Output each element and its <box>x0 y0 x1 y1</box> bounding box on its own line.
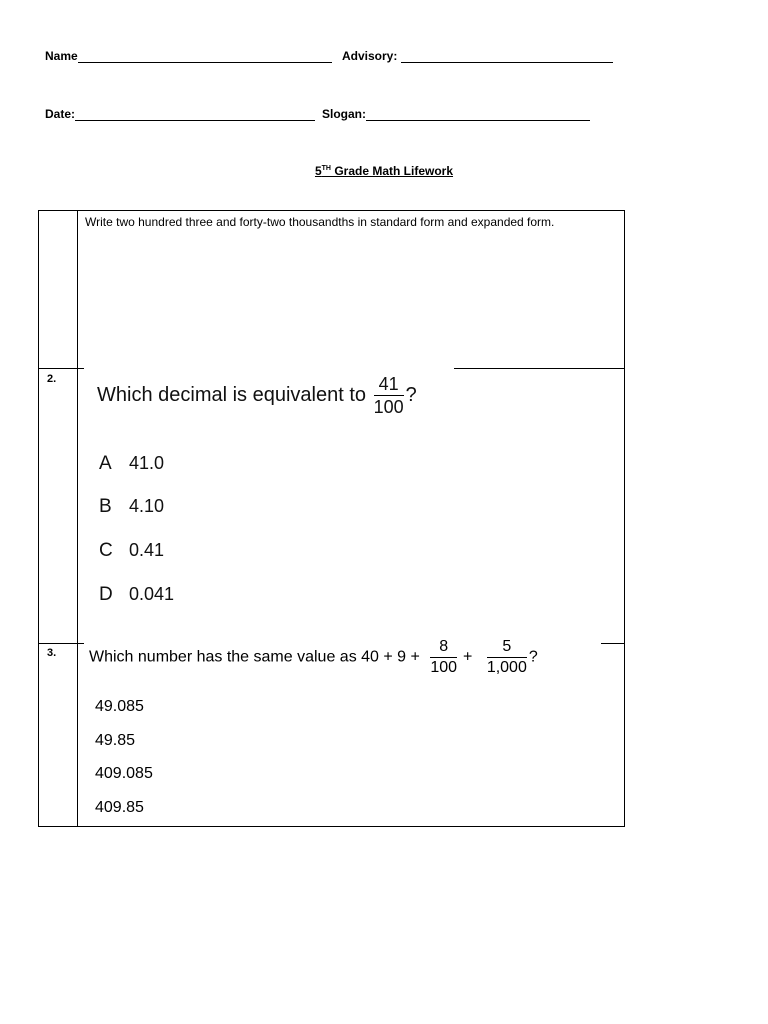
advisory-label: Advisory: <box>342 49 398 63</box>
row-divider-2-right <box>601 643 625 644</box>
date-field <box>45 107 315 121</box>
question-1-text: Write two hundred three and forty-two thousandths in standard form and expanded form. <box>85 215 555 229</box>
choice-d[interactable]: D 0.041 <box>99 584 175 605</box>
page-title: 5TH Grade Math Lifework <box>314 164 454 178</box>
question-3-number: 3. <box>47 647 57 659</box>
option-4[interactable]: 409.85 <box>95 799 144 816</box>
option-3[interactable]: 409.085 <box>95 765 153 782</box>
question-2-stem: Which decimal is equivalent to $\frac{41}{100}$ ? <box>97 374 417 417</box>
option-1[interactable]: 49.085 <box>95 698 144 715</box>
date-label: Date: <box>45 107 76 121</box>
question-3-stem: Which number has the same value as 40 + 9 + $\frac{8}{100}$ + $\frac{5}{1,000}$ ? <box>89 638 538 676</box>
fraction-41-100: $\frac{41}{100}$ <box>373 374 404 417</box>
number-column-divider <box>77 211 78 826</box>
choice-c[interactable]: C 0.41 <box>99 540 165 561</box>
advisory-line[interactable] <box>401 50 613 63</box>
choice-b[interactable]: B 4.10 <box>99 496 165 517</box>
advisory-field <box>342 49 613 63</box>
fraction-5-1000: $\frac{5}{1,000}$ <box>486 638 527 676</box>
name-line[interactable] <box>78 50 332 63</box>
row-divider-1-left <box>39 368 84 369</box>
date-line[interactable] <box>75 108 315 121</box>
slogan-line[interactable] <box>366 108 590 121</box>
row-divider-1-right <box>454 368 625 369</box>
name-field <box>45 49 332 63</box>
option-2[interactable]: 49.85 <box>95 732 136 749</box>
name-label: Name <box>45 49 78 63</box>
question-2-number: 2. <box>47 373 57 385</box>
choice-a[interactable]: A 41.0 <box>99 453 165 474</box>
row-divider-2-left <box>39 643 84 644</box>
slogan-field <box>322 107 590 121</box>
questions-table <box>38 210 625 827</box>
slogan-label: Slogan: <box>322 107 366 121</box>
fraction-8-100: $\frac{8}{100}$ <box>430 638 458 676</box>
